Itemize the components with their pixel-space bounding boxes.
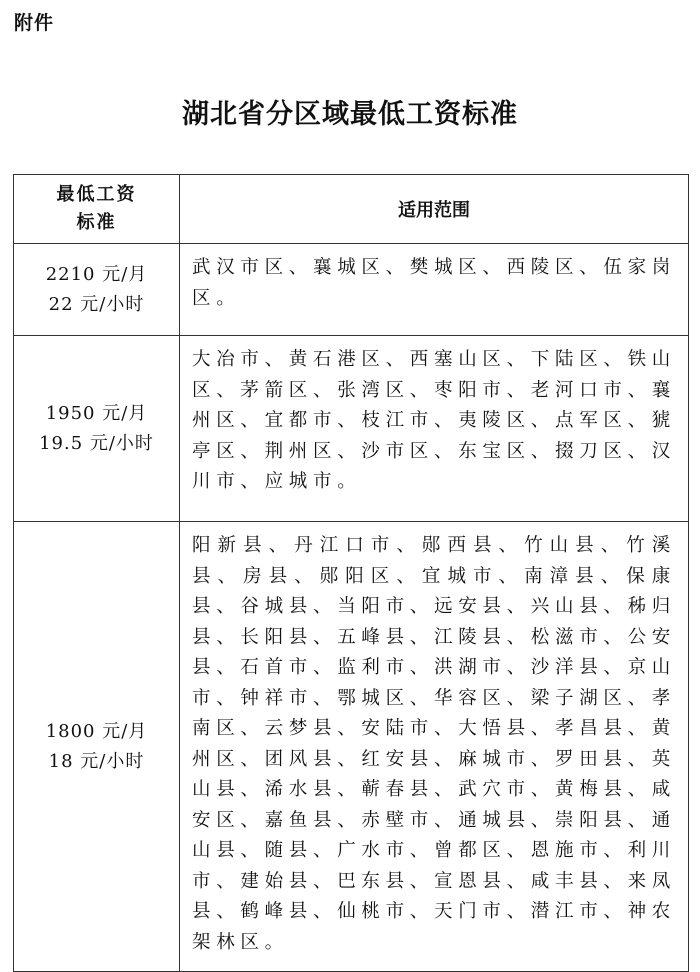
attachment-label: 附件 (14, 12, 55, 34)
wage-standard-cell (14, 336, 180, 522)
minimum-wage-table (13, 174, 689, 972)
table-row (14, 336, 689, 522)
table-header-row (14, 175, 689, 244)
table-row (14, 522, 689, 972)
wage-standard-cell (14, 244, 180, 336)
monthly-wage: 1800 元/月 (45, 720, 148, 742)
hourly-wage: 19.5 元/小时 (39, 432, 154, 454)
header-standard (14, 175, 180, 244)
monthly-wage: 2210 元/月 (45, 263, 148, 285)
scope-cell: 大冶市、黄石港区、西塞山区、下陆区、铁山区、茅箭区、张湾区、枣阳市、老河口市、襄州区、宜都市、枝江市、夷陵区、点军区、猇亭区、荆州区、沙市区、东宝区、掇刀区、汉川市、应城市。 (180, 336, 689, 522)
page-title: 湖北省分区域最低工资标准 (182, 99, 518, 130)
header-scope: 适用范围 (180, 175, 689, 244)
table-row (14, 244, 689, 336)
header-standard-line1: 最低工资 (56, 184, 137, 205)
hourly-wage: 22 元/小时 (48, 293, 145, 315)
scope-cell: 武汉市区、襄城区、樊城区、西陵区、伍家岗区。 (180, 244, 689, 336)
hourly-wage: 18 元/小时 (48, 750, 145, 772)
wage-standard-cell (14, 522, 180, 972)
monthly-wage: 1950 元/月 (45, 402, 148, 424)
header-standard-line2: 标准 (76, 212, 117, 233)
scope-cell: 阳新县、丹江口市、郧西县、竹山县、竹溪县、房县、郧阳区、宜城市、南漳县、保康县、谷城县、当阳市、远安县、兴山县、秭归县、长阳县、五峰县、江陵县、松滋市、公安县、石首市、监利市、洪湖市、沙洋县、京山市、钟祥市、鄂城区、华容区、梁子湖区、孝南区、云梦县、安陆市、大悟县、孝昌县、黄州区、团风县、红安县、麻城市、罗田县、英山县、浠水县、蕲春县、武穴市、黄梅县、咸安区、嘉鱼县、赤壁市、通城县、崇阳县、通山县、随县、广水市、曾都区、恩施市、利川市、建始县、巴东县、宣恩县、咸丰县、来凤县、鹤峰县、仙桃市、天门市、潜江市、神农架林区。 (180, 522, 689, 972)
